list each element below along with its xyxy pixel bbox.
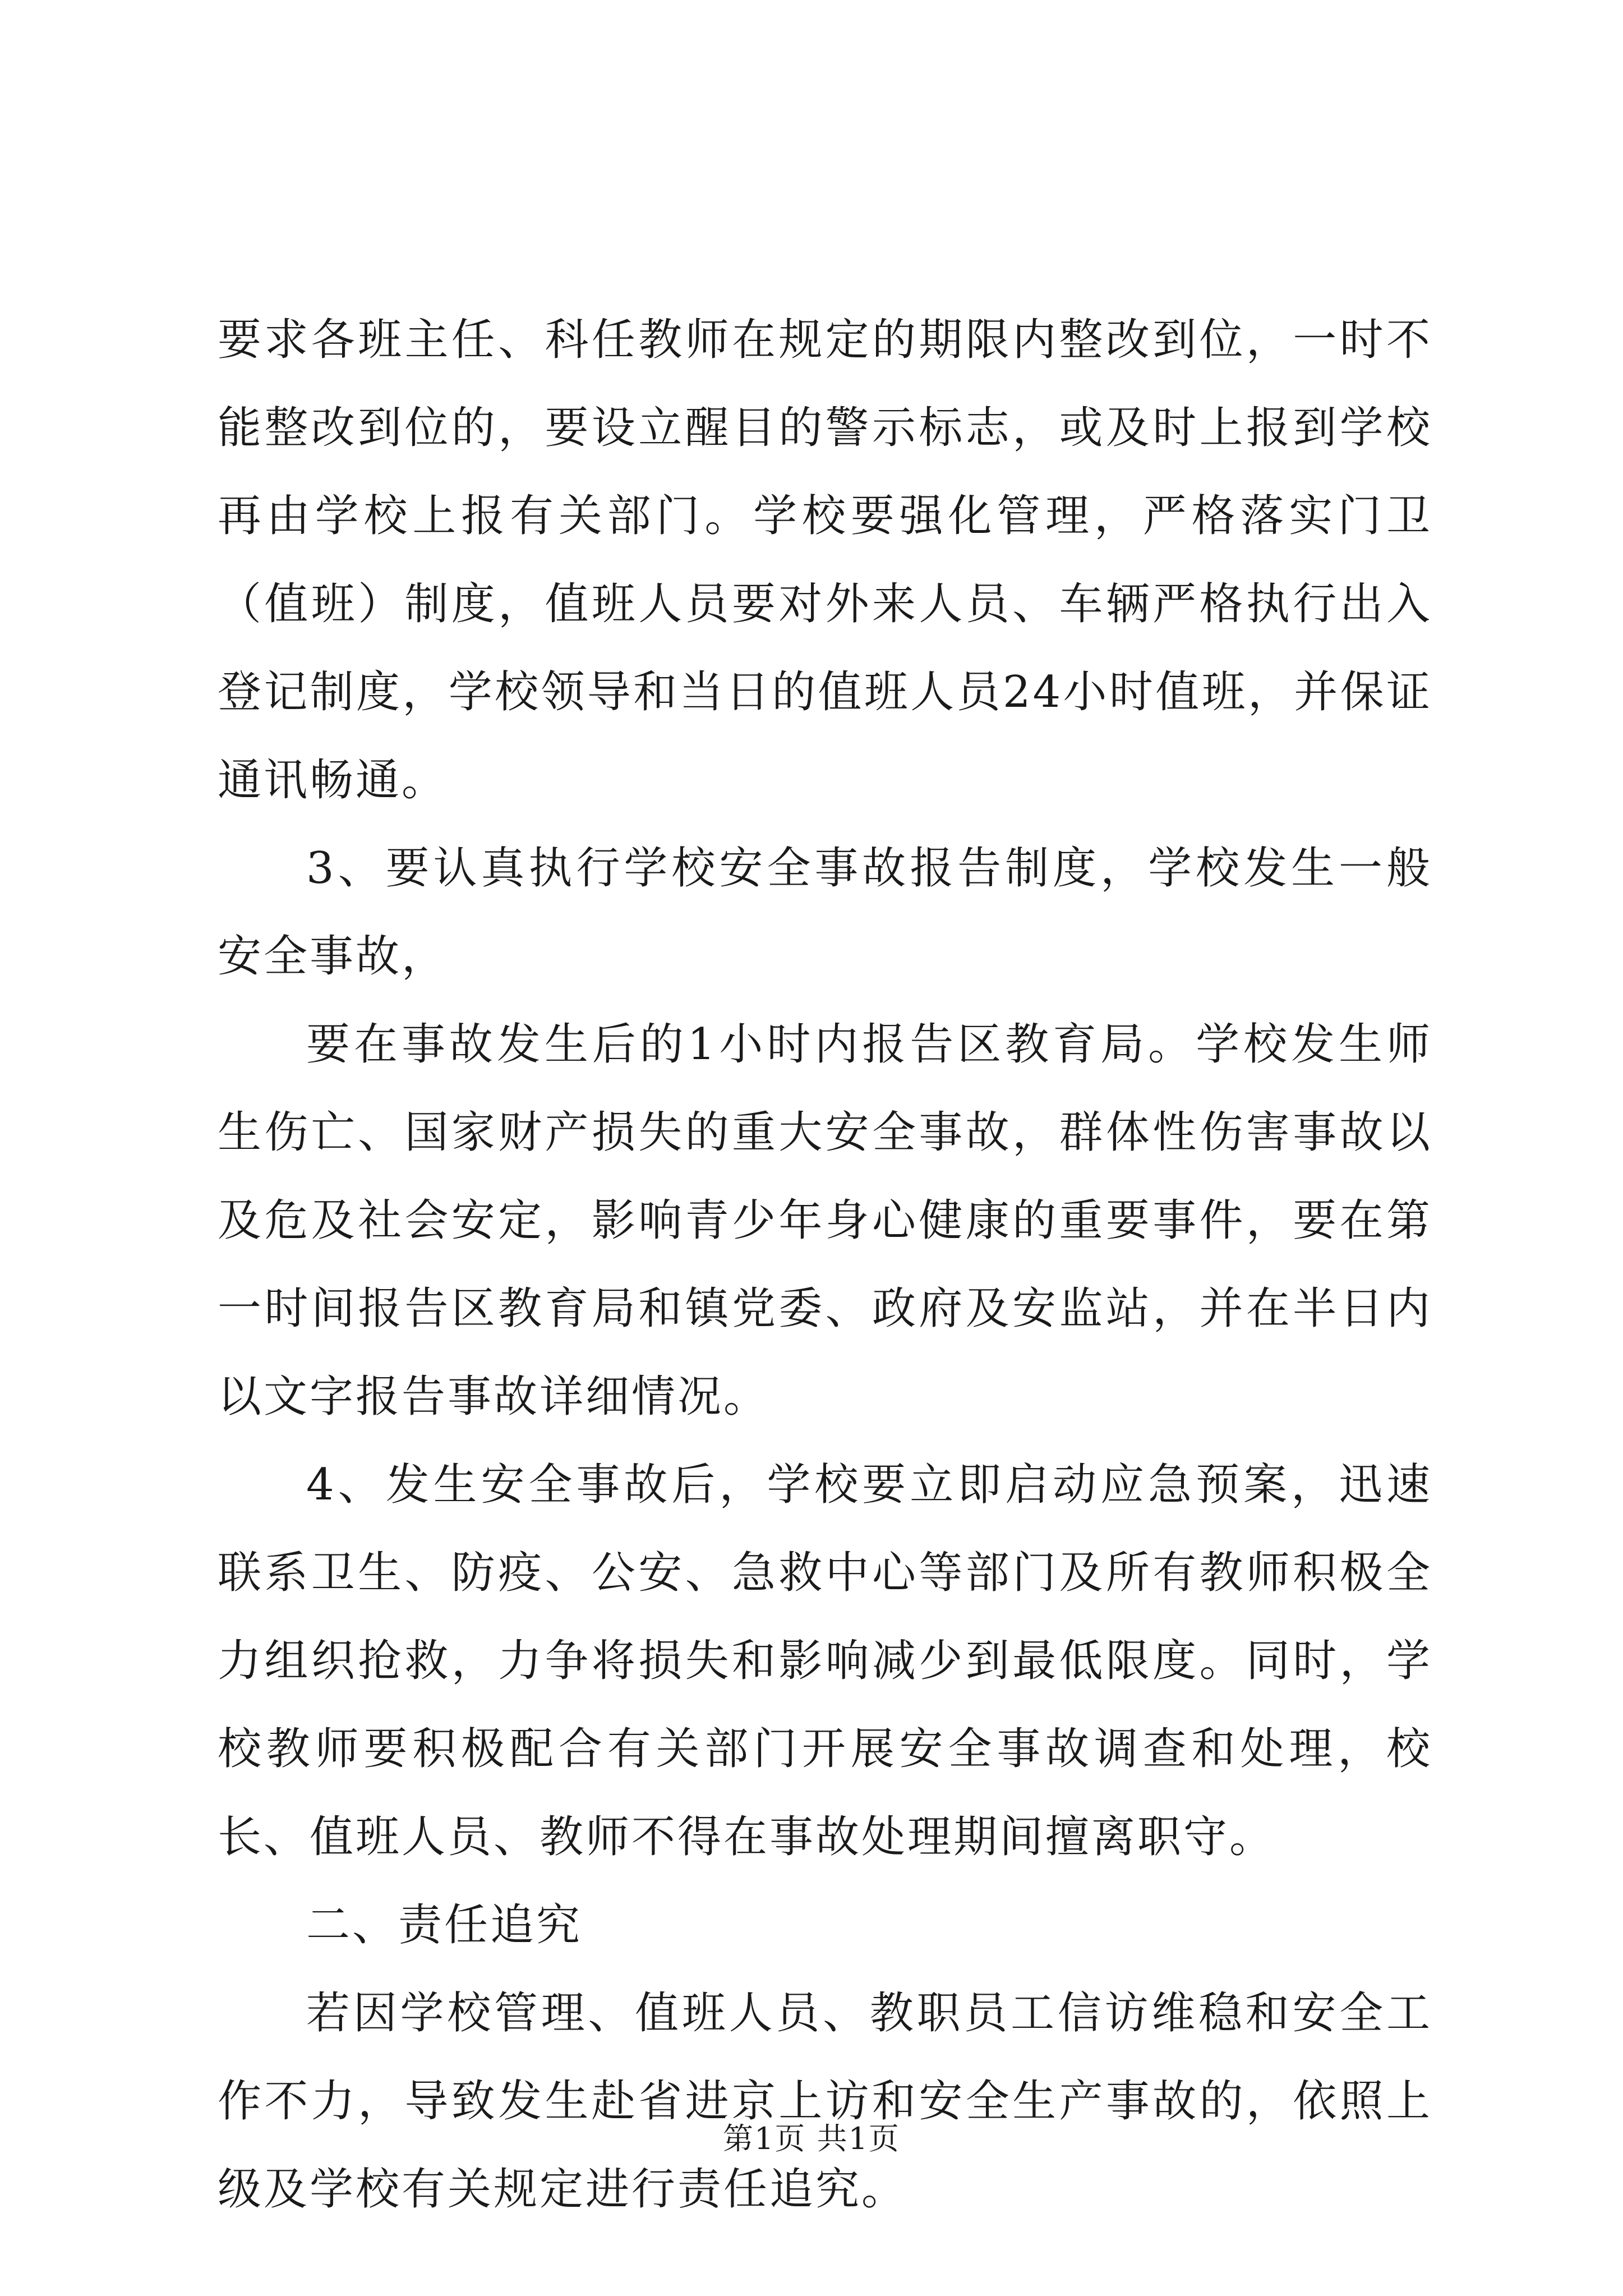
paragraph-accident-report-rule: 3、要认真执行学校安全事故报告制度，学校发生一般安全事故， — [218, 843, 1432, 982]
page-footer: 第1页 共1页 — [723, 2121, 900, 2156]
paragraph-emergency-response: 4、发生安全事故后，学校要立即启动应急预案，迅速联系卫生、防疫、公安、急救中心等部门及所有教师积极全力组织抢救，力争将损失和影响减少到最低限度。同时，学校教师要积极配合有关部门开展安全事故调查和处理，校长、值班人员、教师不得在事故处理期间擅离职守。 — [218, 1460, 1432, 1862]
paragraph-rectification: 要求各班主任、科任教师在规定的期限内整改到位，一时不能整改到位的，要设立醒目的警示标志，或及时上报到学校再由学校上报有关部门。学校要强化管理，严格落实门卫（值班）制度，值班人员要对外来人员、车辆严格执行出入登记制度，学校领导和当日的值班人员24小时值班，并保证通讯畅通。 — [218, 315, 1432, 806]
section-heading-accountability: 二、责任追究 — [306, 1900, 583, 1950]
paragraph-report-timing: 要在事故发生后的1小时内报告区教育局。学校发生师生伤亡、国家财产损失的重大安全事故，群体性伤害事故以及危及社会安定，影响青少年身心健康的重要事件，要在第一时间报告区教育局和镇党委、政府及安监站，并在半日内以文字报告事故详细情况。 — [218, 1019, 1432, 1422]
document-body — [218, 296, 1432, 2234]
paragraph-accountability: 若因学校管理、值班人员、教职员工信访维稳和安全工作不力，导致发生赴省进京上访和安全生产事故的，依照上级及学校有关规定进行责任追究。 — [218, 1988, 1432, 2215]
